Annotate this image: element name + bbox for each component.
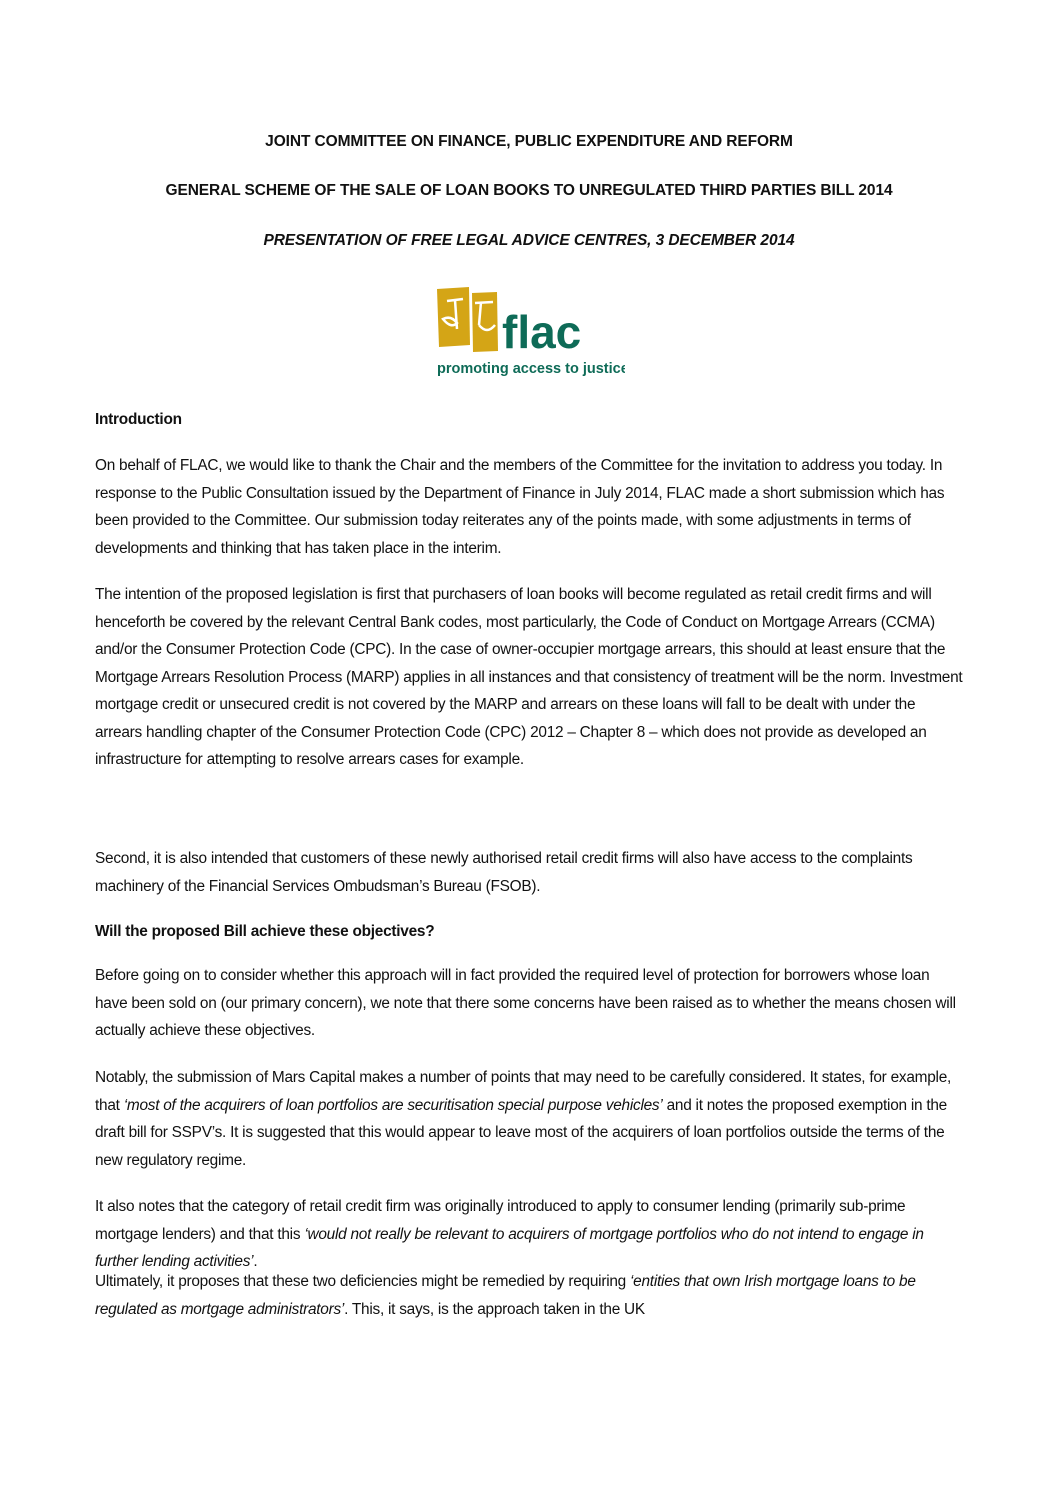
introduction-heading: Introduction	[95, 411, 182, 428]
objectives-heading: Will the proposed Bill achieve these objectives?	[95, 923, 435, 940]
remedy-paragraph: Ultimately, it proposes that these two deficiencies might be remedied by requiring ‘entities that own Irish mortgage loans to be regulated as mortgage administrators’. This, it says, is the approach taken in the UK	[95, 1273, 916, 1318]
presentation-subtitle: PRESENTATION OF FREE LEGAL ADVICE CENTRES, 3 DECEMBER 2014	[263, 232, 795, 249]
retail-credit-paragraph: It also notes that the category of retail credit firm was originally introduced to apply to consumer lending (primarily sub-prime mortgage lenders) and that this ‘would not really be relevant to acquirers of mortgage portfolios who do not intend to engage in further lending activities’.	[95, 1198, 924, 1270]
concerns-paragraph: Before going on to consider whether this approach will in fact provided the required level of protection for borrowers whose loan have been sold on (our primary concern), we note that there some concerns have been raised as to whether the means chosen will actually achieve these objectives.	[95, 967, 956, 1039]
flac-logo	[435, 285, 625, 380]
intro-paragraph: On behalf of FLAC, we would like to thank the Chair and the members of the Committee for the invitation to address you today. In response to the Public Consultation issued by the Department of Finance in July 2014, FLAC made a short submission which has been provided to the Committee. Our submission today reiterates any of the points made, with some adjustments in terms of developments and thinking that has taken place in the interim.	[95, 457, 945, 557]
svg-text:flac: flac	[502, 306, 582, 358]
quote: ‘would not really be relevant to acquirers of mortgage portfolios who do not intend to engage in further lending activities’	[95, 1225, 924, 1270]
quote: ‘entities that own Irish mortgage loans to be regulated as mortgage administrators’	[95, 1273, 916, 1318]
committee-title: JOINT COMMITTEE ON FINANCE, PUBLIC EXPENDITURE AND REFORM	[265, 133, 793, 150]
svg-text:promoting access to justice: promoting access to justice	[437, 361, 625, 377]
intention-paragraph: The intention of the proposed legislation is first that purchasers of loan books will become regulated as retail credit firms and will henceforth be covered by the relevant Central Bank codes, most particularly, the Code of Conduct on Mortgage Arrears (CCMA) and/or the Consumer Protection Code (CPC). In the case of owner-occupier mortgage arrears, this should at least ensure that the Mortgage Arrears Resolution Process (MARP) applies in all instances and that consistency of treatment will be the norm. Investment mortgage credit or unsecured credit is not covered by the MARP and arrears on these loans will fall to be dealt with under the arrears handling chapter of the Consumer Protection Code (CPC) 2012 – Chapter 8 – which does not provide as developed an infrastructure for attempting to resolve arrears cases for example.	[95, 586, 963, 768]
bill-title: GENERAL SCHEME OF THE SALE OF LOAN BOOKS TO UNREGULATED THIRD PARTIES BILL 2014	[165, 182, 893, 199]
scales-of-justice-icon	[435, 285, 625, 380]
mars-capital-paragraph: Notably, the submission of Mars Capital makes a number of points that may need to be carefully considered. It states, for example, that ‘most of the acquirers of loan portfolios are securitisation special purpose vehicles’ and it notes the proposed exemption in the draft bill for SSPV’s. It is suggested that this would appear to leave most of the acquirers of loan portfolios outside the terms of the new regulatory regime.	[95, 1069, 952, 1169]
quote: ‘most of the acquirers of loan portfolios are securitisation special purpose vehicles’	[123, 1096, 663, 1114]
second-objective-paragraph: Second, it is also intended that customers of these newly authorised retail credit firms will also have access to the complaints machinery of the Financial Services Ombudsman’s Bureau (FSOB).	[95, 850, 913, 895]
